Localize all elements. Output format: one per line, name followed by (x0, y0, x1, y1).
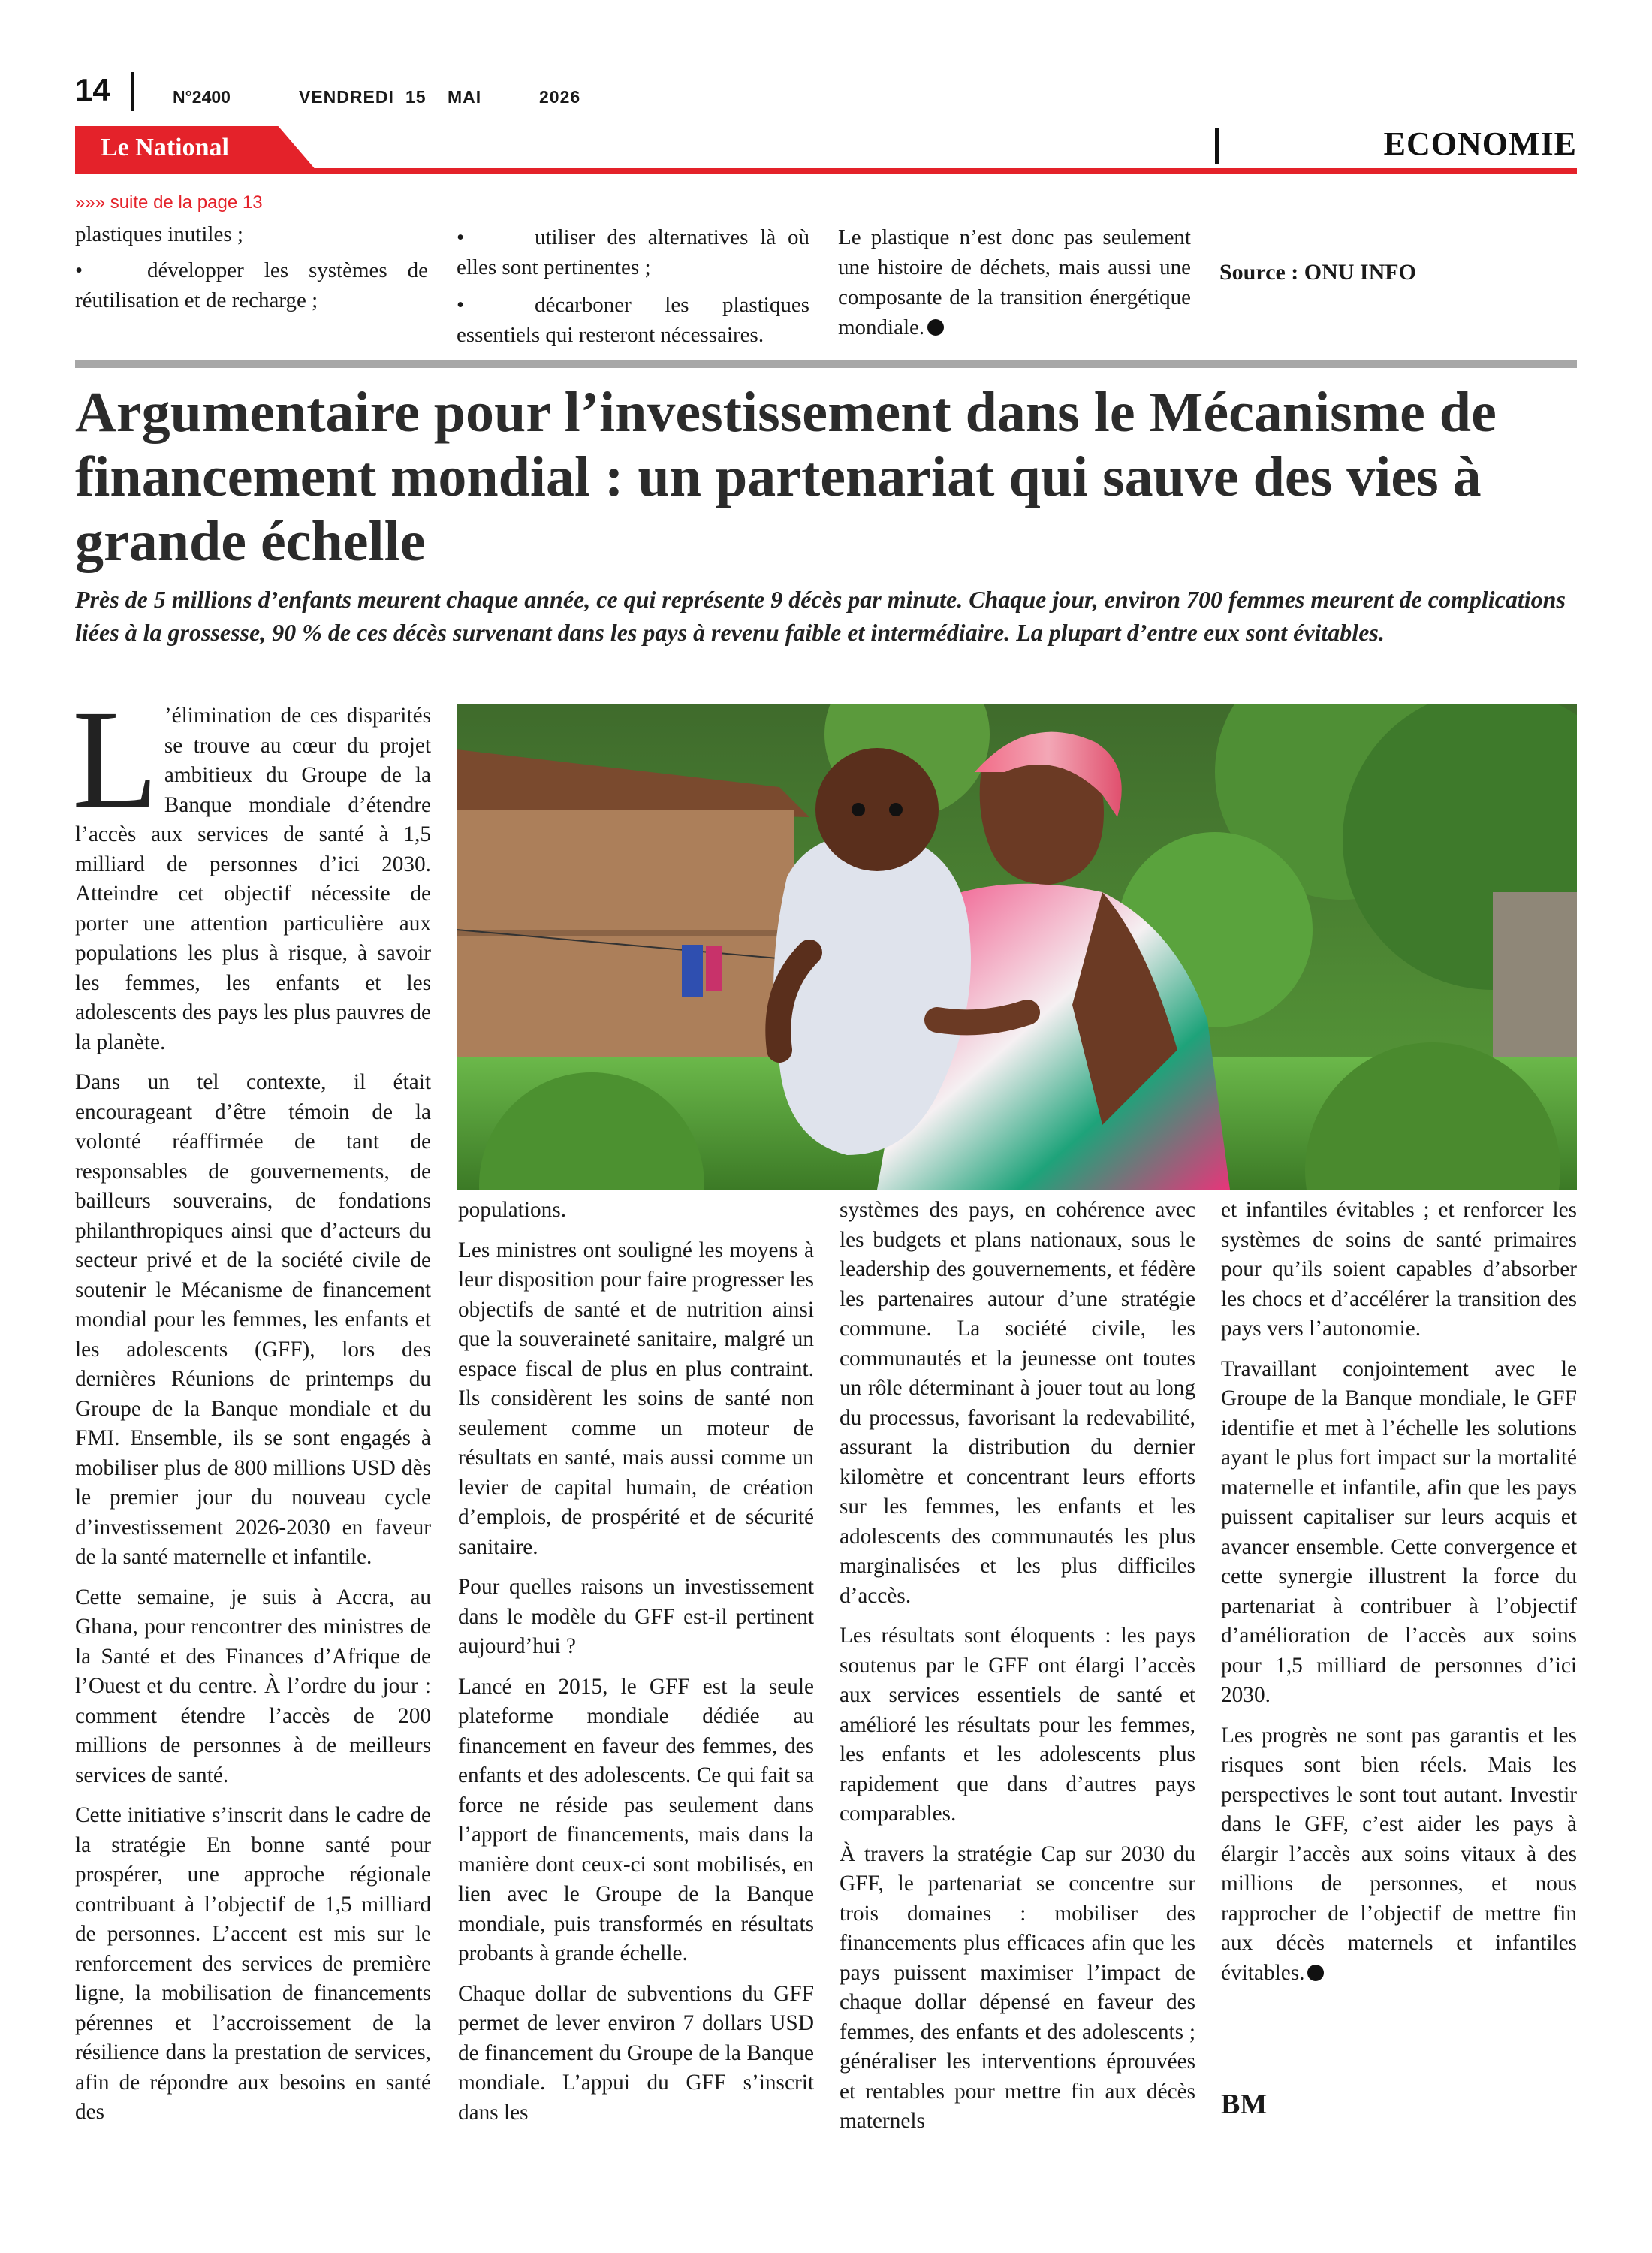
mother-and-child-photo (457, 704, 1577, 1190)
page-number: 14 (75, 72, 110, 107)
section-separator (75, 360, 1577, 368)
paragraph: Dans un tel contexte, il était encourageant d’être témoin de la volonté réaffirmée de tant de responsables de gouvernements, de bailleurs souverains, de fondations philanthropiques ainsi que d’acteurs du secteur privé et de la société civile de soutenir le Mécanisme de financement mondial pour les femmes, les enfants et les adolescents (GFF), lors des dernières Réunions de printemps du Groupe de la Banque mondiale et du FMI. Ensemble, ils se sont engagés à mobiliser plus de 800 millions USD dès le premier jour du nouveau cycle d’investissement 2026-2030 en faveur de la santé maternelle et infantile. (75, 1070, 431, 1569)
drop-cap: L (72, 680, 158, 837)
bullet-text: décarboner les plastiques essentiels qui resteront nécessaires. (457, 293, 809, 347)
paragraph: Pour quelles raisons un investissement dans le modèle du GFF est-il pertinent aujourd’hui ? (458, 1575, 814, 1658)
paragraph: et infantiles évitables ; et renforcer les systèmes de soins de santé primaires pour qu’ils soient capables d’absorber les chocs et d’accélérer la transition des pays vers l’autonomie. (1221, 1198, 1577, 1341)
continuation-text: plastiques inutiles ; (75, 222, 243, 246)
continuation-col-3 (838, 222, 1191, 342)
article-photo (457, 704, 1577, 1190)
paragraph (72, 680, 431, 1057)
paragraph: systèmes des pays, en cohérence avec les budgets et plans nationaux, sous le leadership des gouvernements, et fédère les partenaires autour d’une stratégie commune. La société civile, les communautés et la jeunesse ont toutes un rôle déterminant à jouer tout au long du processus, favorisant la redevabilité, assurant la distribution du dernier kilomètre et concentrant leurs efforts sur les femmes, les enfants et les adolescents des communautés les plus marginalisées et les plus difficiles d’accès. (840, 1198, 1195, 1608)
article-headline: Argumentaire pour l’investissement dans le Mécanisme de financement mondial : un partenariat qui sauve des vies à grande échelle (75, 381, 1497, 573)
section-label: ECONOMIE (1383, 125, 1577, 162)
continuation-bullet (457, 222, 809, 282)
paragraph: Chaque dollar de subventions du GFF permet de lever environ 7 dollars USD de financement du Groupe de la Banque mondiale. L’appui du GFF s’inscrit dans les (458, 1981, 814, 2125)
article-column-4 (1221, 1196, 1577, 1998)
brand-name: Le National (101, 134, 229, 161)
paragraph: À travers la stratégie Cap sur 2030 du GFF, le partenariat se concentre sur trois domaines : mobiliser des financements plus efficaces afin que les pays puissent maximiser l’impact de chaque dollar dépensé en faveur des femmes, des enfants et des adolescents ; généraliser les interventions éprouvées et rentables pour mettre fin aux décès maternels (840, 1841, 1195, 2133)
bullet-text: utiliser des alternatives là où elles sont pertinentes ; (457, 225, 809, 279)
continuation-bullet (457, 290, 809, 350)
paragraph: Travaillant conjointement avec le Groupe de la Banque mondiale, le GFF identifie et met à l’échelle les solutions ayant le plus fort impact sur la mortalité maternelle et infantile, afin que les pays puissent capitaliser sur leurs acquis et avancer ensemble. Cette convergence et cette synergie illustrent la force du partenariat à contribuer à l’objectif d’amélioration de l’accès aux soins pour 1,5 milliard de personnes d’ici 2030. (1221, 1356, 1577, 1707)
paragraph: Lancé en 2015, le GFF est la seule plateforme mondiale dédiée au financement en faveur des femmes, des enfants et des adolescents. Ce qui fait sa force ne réside pas seulement dans l’apport de financements, mais dans la manière dont ceux-ci sont mobilisés, en lien avec le Groupe de la Banque mondiale, puis transformés en résultats probants à grande échelle. (458, 1674, 814, 1965)
paragraph: Les ministres ont souligné les moyens à leur disposition pour faire progresser les objectifs de santé et de nutrition ainsi que la souveraineté sanitaire, malgré un espace fiscal de plus en plus contraint. Ils considèrent les soins de santé non seulement comme un moteur de résultats en santé, mais aussi comme un levier de capital humain, de création d’emplois, de prospérité et de sécurité sanitaire. (458, 1238, 814, 1559)
paragraph (1221, 1721, 1577, 1989)
continuation-marker: »»» suite de la page 13 (75, 192, 263, 213)
bullet-dot: • (75, 258, 83, 282)
bullet-text: développer les systèmes de réutilisation et de recharge ; (75, 258, 428, 312)
article-column-1 (72, 680, 431, 2138)
page-number-divider (131, 72, 134, 111)
bullet-dot: • (457, 225, 465, 249)
paragraph: Les résultats sont éloquents : les pays soutenus par le GFF ont élargi l’accès aux services essentiels de santé et amélioré les résultats pour les femmes, les enfants et les adolescents plus rapidement que dans d’autres pays comparables. (840, 1624, 1195, 1826)
date-month: MAI (448, 87, 482, 107)
paragraph-text: ’élimination de ces disparités se trouve au cœur du projet ambitieux du Groupe de la Banque mondiale d’étendre l’accès aux services de santé à 1,5 milliard de personnes d’ici 2030. Atteindre cet objectif nécessite de porter une attention particulière aux populations les plus à risque, à savoir les femmes, les enfants et les adolescents des pays les plus pauvres de la planète. (75, 704, 431, 1054)
date-day: VENDREDI (299, 87, 394, 107)
article-column-3 (840, 1196, 1195, 2147)
paragraph: Cette semaine, je suis à Accra, au Ghana, pour rencontrer des ministres de la Santé et des Finances d’Afrique de l’Ouest et du centre. À l’ordre du jour : comment étendre l’accès de 200 millions de personnes à de meilleurs services de santé. (75, 1585, 431, 1787)
paragraph: Cette initiative s’inscrit dans le cadre de la stratégie En bonne santé pour prospérer, une approche régionale contribuant à l’objectif de 1,5 milliard de personnes. L’accent est mis sur le renforcement des services de première ligne, la mobilisation de financements pérennes et l’accroissement de la résilience dans la prestation de services, afin de répondre aux besoins en santé des (75, 1803, 431, 2124)
continuation-col-2 (457, 222, 809, 350)
bullet-dot: • (457, 293, 465, 317)
paragraph-text: Les progrès ne sont pas garantis et les risques sont bien réels. Mais les perspectives le sont tout autant. Investir dans le GFF, c’est aider les pays à élargir l’accès aux soins vitaux à des millions de personnes, et nous rapprocher de l’objectif de mettre fin aux décès maternels et infantiles évitables. (1221, 1723, 1577, 1985)
article-column-2 (458, 1196, 814, 2138)
date-number: 15 (405, 87, 427, 107)
source-credit: Source : ONU INFO (1219, 260, 1416, 285)
end-mark-icon (1307, 1965, 1324, 1981)
header-rule (75, 168, 1577, 174)
continuation-col-1 (75, 219, 428, 315)
continuation-conclusion: Le plastique n’est donc pas seulement une histoire de déchets, mais aussi une composante de la transition énergétique mondiale. (838, 225, 1191, 339)
paragraph: populations. (458, 1198, 567, 1222)
section-divider (1215, 128, 1219, 164)
article-lead: Près de 5 millions d’enfants meurent chaque année, ce qui représente 9 décès par minute. Chaque jour, environ 700 femmes meurent de complications liées à la grossesse, 90 % de ces décès survenant dans les pays à revenu faible et intermédiaire. La plupart d’entre eux sont évitables. (75, 586, 1566, 646)
continuation-bullet (75, 255, 428, 315)
date-year: 2026 (539, 87, 581, 107)
issue-number: N°2400 (173, 87, 231, 107)
author-signature: BM (1221, 2089, 1268, 2120)
end-mark-icon (927, 319, 944, 336)
